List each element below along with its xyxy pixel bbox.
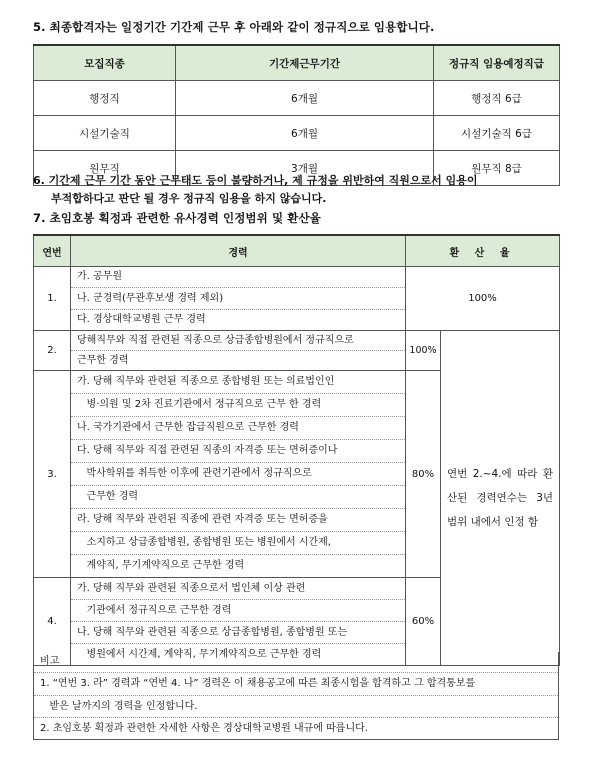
row-number: 3.: [34, 371, 71, 578]
remarks-line: 1. “연번 3. 라” 경력과 “연번 4. 나” 경력은 이 채용공고에 따른 최종시험을 합격하고 그 합격통보를: [34, 673, 558, 696]
experience-cell: [71, 371, 406, 578]
row-number: 4.: [34, 578, 71, 666]
cell-temp-period: 6개월: [176, 81, 434, 116]
cell-temp-period: 3개월: [176, 151, 434, 186]
row-number: 2.: [34, 331, 71, 371]
rate-cell: 100%: [406, 267, 560, 331]
cell-job-type: 원무직: [34, 151, 176, 186]
experience-line: 박사학위를 취득한 이후에 관련기관에서 정규직으로: [71, 463, 405, 486]
experience-cell: [71, 331, 406, 371]
table-row: [34, 331, 560, 371]
cell-job-type: 시설기술직: [34, 116, 176, 151]
col-header-number: 연번: [34, 235, 71, 267]
cell-temp-period: 6개월: [176, 116, 434, 151]
experience-line: 나. 군경력(무관후보생 경력 제외): [71, 288, 405, 310]
col-header-job-type: 모집직종: [34, 45, 176, 81]
conversion-note: 연번 2.~4.에 따라 환산된 경력연수는 3년 범위 내에서 인정 함: [447, 468, 554, 528]
remarks-title: 비고: [34, 652, 558, 673]
table-header-row: [34, 235, 560, 267]
experience-line: 기관에서 정규직으로 근무한 경력: [71, 600, 405, 622]
experience-line: 소지하고 상급종합병원, 종합병원 또는 병원에서 시간제,: [71, 532, 405, 555]
col-header-temp-period: 기간제근무기간: [176, 45, 434, 81]
remarks-box: [33, 652, 559, 740]
experience-line: 근무한 경력: [77, 355, 129, 366]
rate-cell: 100%: [406, 331, 441, 371]
col-header-experience: 경력: [71, 235, 406, 267]
col-header-rate: [406, 235, 560, 267]
experience-line: 다. 당해 직무와 직접 관련된 직종의 자격증 또는 면허증이나: [71, 440, 405, 463]
experience-cell: [71, 267, 406, 331]
experience-line: 근무한 경력: [71, 486, 405, 509]
col-header-grade: 정규직 임용예정직급: [434, 45, 560, 81]
experience-line: 나. 국가기관에서 근무한 잡급직원으로 근무한 경력: [71, 417, 405, 440]
experience-table: [33, 234, 560, 666]
experience-line: 가. 공무원: [71, 267, 405, 288]
row-number: 1.: [34, 267, 71, 331]
table-row: [34, 116, 560, 151]
conversion-note-cell: [441, 331, 560, 666]
remarks-line: 받은 날까지의 경력을 인정합니다.: [34, 696, 558, 718]
section-6-line-1: 6. 기간제 근무 기간 동안 근무태도 등이 불량하거나, 제 규정을 위반하여 직원으로서 임용이: [33, 174, 478, 187]
table-row: [34, 81, 560, 116]
table-row: [34, 267, 560, 331]
cell-job-type: 행정직: [34, 81, 176, 116]
experience-line: 나. 당해 직무와 관련된 직종으로 상급종합병원, 종합병원 또는: [71, 622, 405, 644]
table-header-row: [34, 45, 560, 81]
cell-grade: 시설기술직 6급: [434, 116, 560, 151]
experience-line: 당해직무와 직접 관련된 직종으로 상급종합병원에서 정규직으로: [71, 331, 405, 351]
experience-line: 병·의원 및 2차 진료기관에서 정규직으로 근무 한 경력: [71, 394, 405, 417]
section-6-line-2: 부적합하다고 판단 될 경우 정규직 임용을 하지 않습니다.: [51, 192, 327, 205]
cell-grade: 행정직 6급: [434, 81, 560, 116]
cell-grade: 원무직 8급: [434, 151, 560, 186]
remarks-line: 2. 초임호봉 획정과 관련한 자세한 사항은 경상대학교병원 내규에 따릅니다.: [40, 723, 368, 734]
rate-cell: 60%: [406, 578, 441, 666]
section-7-heading: 7. 초임호봉 획정과 관련한 유사경력 인정범위 및 환산율: [33, 211, 321, 225]
experience-line: 병원에서 시간제, 계약직, 무기계약직으로 근무한 경력: [77, 649, 322, 660]
section-5-heading: 5. 최종합격자는 일정기간 기간제 근무 후 아래와 같이 정규직으로 임용합니다.: [33, 20, 435, 34]
experience-line: 다. 경상대학교병원 근무 경력: [77, 314, 206, 325]
experience-line: 가. 당해 직무와 관련된 직종으로 종합병원 또는 의료법인인: [71, 371, 405, 394]
experience-line: 계약직, 무기계약직으로 근무한 경력: [77, 560, 245, 571]
rate-header-label: 환 산 율: [449, 247, 516, 259]
appointment-table: [33, 44, 560, 186]
experience-line: 라. 당해 직무와 관련된 직종에 관련 자격증 또는 면허증을: [71, 509, 405, 532]
rate-cell: 80%: [406, 371, 441, 578]
experience-line: 가. 당해 직무와 관련된 직종으로서 법인체 이상 관련: [71, 578, 405, 600]
